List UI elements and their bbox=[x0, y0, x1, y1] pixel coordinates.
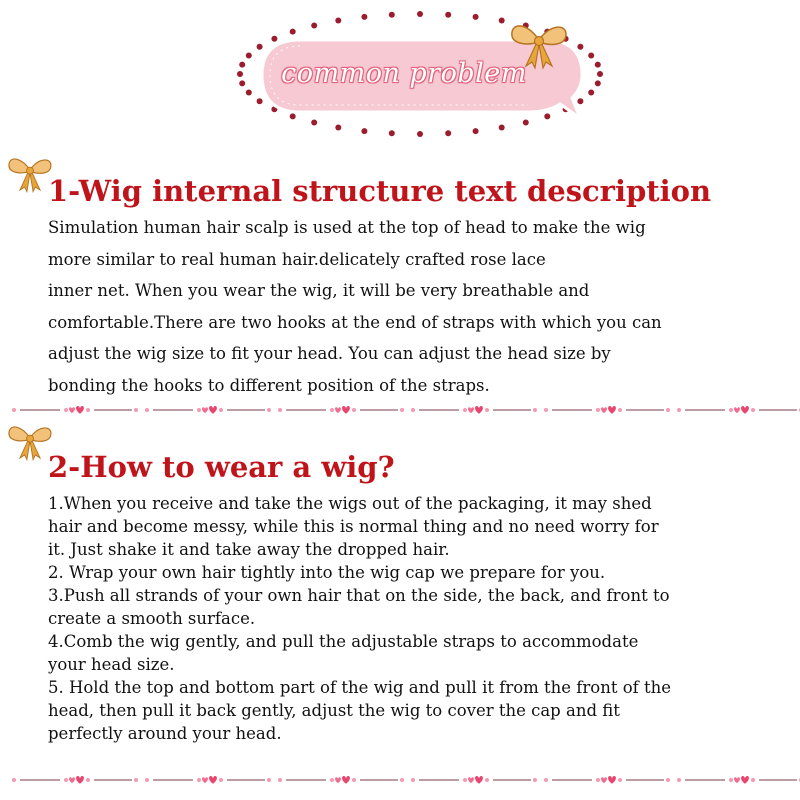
decorative-dot bbox=[237, 71, 243, 77]
decorative-dot bbox=[499, 125, 505, 131]
heart-icon bbox=[601, 777, 607, 783]
decorative-dot bbox=[473, 14, 479, 20]
section-2-body bbox=[48, 492, 768, 745]
text-line: 4.Comb the wig gently, and pull the adjustable straps to accommodate bbox=[48, 632, 639, 651]
text-line: 1.When you receive and take the wigs out of the packaging, it may shed bbox=[48, 494, 652, 513]
text-line: head, then pull it back gently, adjust the wig to cover the cap and fit bbox=[48, 701, 620, 720]
heart-icon bbox=[734, 777, 740, 783]
heart-icon bbox=[468, 777, 474, 783]
text-line: comfortable.There are two hooks at the end of straps with which you can bbox=[48, 312, 662, 332]
heart-icon bbox=[468, 407, 474, 413]
text-line: it. Just shake it and take away the dropped hair. bbox=[48, 540, 450, 559]
heart-icon bbox=[734, 407, 740, 413]
heart-icon bbox=[202, 777, 208, 783]
bow-icon bbox=[6, 150, 54, 196]
text-line: 2. Wrap your own hair tightly into the wig cap we prepare for you. bbox=[48, 563, 606, 582]
decorative-dot bbox=[257, 44, 263, 50]
heart-icon bbox=[342, 776, 350, 784]
decorative-dot bbox=[417, 11, 423, 17]
text-line: hair and become messy, while this is normal thing and no need worry for bbox=[48, 517, 659, 536]
decorative-dot bbox=[544, 113, 550, 119]
decorative-dot bbox=[311, 23, 317, 29]
decorative-dot bbox=[239, 62, 245, 68]
text-line: create a smooth surface. bbox=[48, 609, 256, 628]
heart-icon bbox=[209, 776, 217, 784]
heart-icon bbox=[335, 407, 341, 413]
heart-icon bbox=[342, 406, 350, 414]
header-banner bbox=[0, 0, 800, 160]
decorative-dot bbox=[246, 53, 252, 59]
text-line: more similar to real human hair.delicately crafted rose lace bbox=[48, 249, 546, 269]
heart-icon bbox=[69, 777, 75, 783]
heart-icon bbox=[202, 407, 208, 413]
decorative-dot bbox=[445, 12, 451, 18]
decorative-dot bbox=[577, 98, 583, 104]
decorative-dot bbox=[417, 131, 423, 137]
decorative-dot bbox=[499, 18, 505, 24]
heart-icon bbox=[608, 406, 616, 414]
decorative-dot bbox=[257, 98, 263, 104]
decorative-dot bbox=[335, 18, 341, 24]
heart-icon bbox=[741, 406, 749, 414]
text-line: bonding the hooks to different position of the straps. bbox=[48, 375, 490, 395]
decorative-dot bbox=[445, 130, 451, 136]
text-line: Simulation human hair scalp is used at the top of head to make the wig bbox=[48, 218, 646, 237]
heart-icon bbox=[76, 406, 84, 414]
heart-icon bbox=[601, 407, 607, 413]
text-line: inner net. When you wear the wig, it will be very breathable and bbox=[48, 281, 590, 300]
decorative-dot bbox=[588, 53, 594, 59]
decorative-dot bbox=[361, 128, 367, 134]
bow-icon bbox=[508, 18, 570, 70]
heart-icon bbox=[741, 776, 749, 784]
decorative-dot bbox=[361, 14, 367, 20]
decorative-dot bbox=[588, 90, 594, 96]
heart-divider bbox=[0, 770, 800, 788]
heart-icon bbox=[475, 406, 483, 414]
banner-title: common problem bbox=[281, 58, 527, 89]
decorative-dot bbox=[271, 36, 277, 42]
section-1-body bbox=[48, 212, 768, 401]
decorative-dot bbox=[311, 120, 317, 126]
heart-icon bbox=[209, 406, 217, 414]
decorative-dot bbox=[389, 12, 395, 18]
decorative-dot bbox=[290, 113, 296, 119]
text-line: adjust the wig size to fit your head. You can adjust the head size by bbox=[48, 344, 611, 363]
decorative-dot bbox=[290, 29, 296, 35]
decorative-dot bbox=[577, 44, 583, 50]
heart-icon bbox=[608, 776, 616, 784]
decorative-dot bbox=[389, 130, 395, 136]
decorative-dot bbox=[595, 80, 601, 86]
heart-icon bbox=[69, 407, 75, 413]
decorative-dot bbox=[335, 125, 341, 131]
decorative-dot bbox=[473, 128, 479, 134]
decorative-dot bbox=[246, 90, 252, 96]
decorative-dot bbox=[595, 62, 601, 68]
decorative-dot bbox=[523, 120, 529, 126]
section-1-title: 1-Wig internal structure text description bbox=[48, 174, 712, 208]
section-2-title: 2-How to wear a wig? bbox=[48, 450, 395, 484]
text-line: 5. Hold the top and bottom part of the wig and pull it from the front of the bbox=[48, 678, 672, 697]
decorative-dot bbox=[239, 80, 245, 86]
text-line: perfectly around your head. bbox=[48, 724, 282, 743]
heart-icon bbox=[475, 776, 483, 784]
heart-icon bbox=[335, 777, 341, 783]
text-line: your head size. bbox=[48, 655, 175, 674]
bow-icon bbox=[6, 418, 54, 464]
decorative-dot bbox=[597, 71, 603, 77]
heart-icon bbox=[76, 776, 84, 784]
heart-divider bbox=[0, 400, 800, 418]
text-line: 3.Push all strands of your own hair that on the side, the back, and front to bbox=[48, 586, 670, 605]
